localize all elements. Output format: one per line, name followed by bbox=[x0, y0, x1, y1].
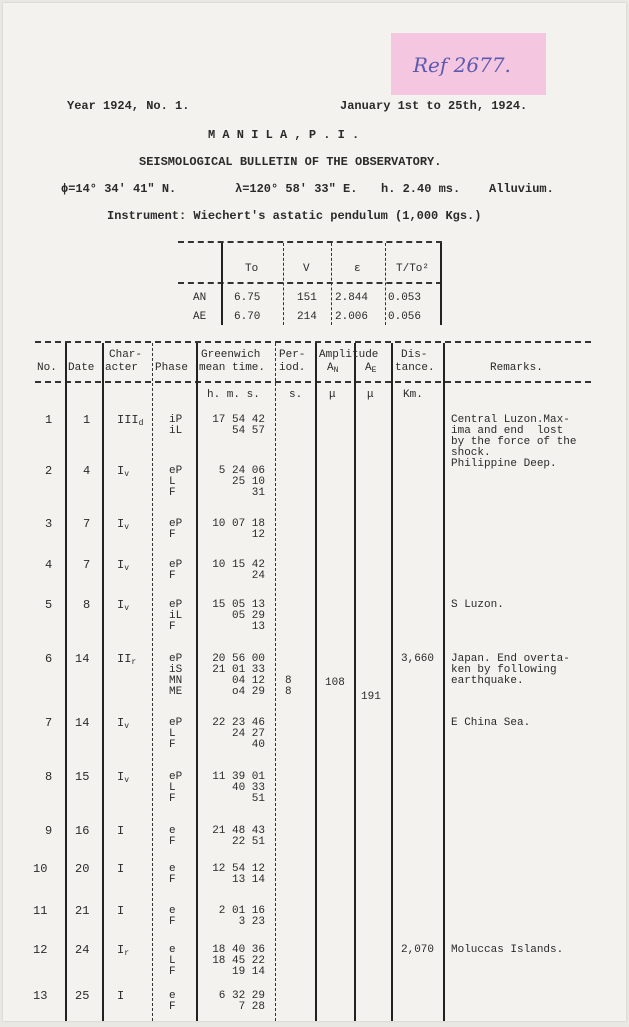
constants-vline bbox=[221, 243, 223, 325]
row-number: 13 bbox=[33, 989, 48, 1003]
header-remarks: Remarks. bbox=[490, 362, 543, 374]
row-phase: iP bbox=[169, 414, 183, 426]
row-phase: L bbox=[169, 782, 176, 794]
row-phase: e bbox=[169, 990, 176, 1002]
row-date: 15 bbox=[75, 770, 90, 784]
row-remark: ken by following bbox=[451, 664, 557, 676]
row-time: 6 32 29 bbox=[218, 990, 266, 1002]
row-phase: e bbox=[169, 944, 176, 956]
row-time: 21 01 33 bbox=[212, 664, 265, 676]
row-date: 25 bbox=[75, 989, 90, 1003]
row-number: 2 bbox=[45, 464, 53, 478]
constants-component: AE bbox=[193, 311, 207, 323]
row-remark: Philippine Deep. bbox=[451, 458, 557, 470]
row-phase: eP bbox=[169, 518, 183, 530]
unit-time: h. m. s. bbox=[207, 389, 260, 401]
table-column-line bbox=[354, 343, 356, 1021]
header-distance-2: tance. bbox=[395, 362, 435, 374]
row-character: $I_v$ bbox=[117, 517, 130, 532]
row-time: 05 29 bbox=[232, 610, 266, 622]
row-date: 7 bbox=[83, 558, 91, 572]
header-mean-time: mean time. bbox=[199, 362, 266, 374]
row-number: 3 bbox=[45, 517, 53, 531]
constants-vline bbox=[385, 243, 386, 325]
unit-period: s. bbox=[289, 389, 303, 401]
row-character: I bbox=[117, 862, 125, 876]
reference-note: Ref 2677. bbox=[413, 53, 511, 77]
header-greenwich: Greenwich bbox=[201, 349, 261, 361]
header-amplitude: Amplitude bbox=[319, 349, 379, 361]
constants-ratio-value: 0.053 bbox=[388, 292, 422, 304]
row-time: 13 14 bbox=[232, 874, 266, 886]
row-phase: MN bbox=[169, 675, 183, 687]
row-time: 51 bbox=[251, 793, 265, 805]
row-character: $II_r$ bbox=[117, 652, 137, 667]
constants-v-value: 214 bbox=[297, 311, 317, 323]
table-column-line bbox=[275, 343, 276, 1021]
row-phase: F bbox=[169, 1001, 176, 1013]
city-heading: M A N I L A , P . I . bbox=[208, 128, 360, 142]
row-phase: F bbox=[169, 916, 176, 928]
row-character: $I_v$ bbox=[117, 598, 130, 613]
row-phase: eP bbox=[169, 599, 183, 611]
row-amp-ae: 191 bbox=[361, 691, 381, 703]
row-date: 21 bbox=[75, 904, 90, 918]
row-time: 15 05 13 bbox=[212, 599, 265, 611]
table-column-line bbox=[152, 343, 153, 1021]
row-period: 8 bbox=[285, 675, 292, 687]
station-height: h. 2.40 ms. bbox=[381, 182, 461, 196]
row-character: I bbox=[117, 989, 125, 1003]
row-phase: e bbox=[169, 825, 176, 837]
row-phase: F bbox=[169, 874, 176, 886]
constants-header-1: V bbox=[303, 263, 310, 275]
row-remark: Central Luzon.Max- bbox=[451, 414, 570, 426]
table-column-line bbox=[443, 343, 445, 1021]
row-time: 3 23 bbox=[238, 916, 265, 928]
constants-vline bbox=[283, 243, 284, 325]
header-distance: Dis- bbox=[401, 349, 428, 361]
row-time: 22 23 46 bbox=[212, 717, 265, 729]
row-phase: F bbox=[169, 570, 176, 582]
date-range: January 1st to 25th, 1924. bbox=[340, 99, 528, 113]
constants-header-0: To bbox=[245, 263, 259, 275]
row-time: 40 bbox=[251, 739, 265, 751]
row-date: 7 bbox=[83, 517, 91, 531]
header-period: Per- bbox=[279, 349, 306, 361]
row-date: 16 bbox=[75, 824, 90, 838]
row-time: 17 54 42 bbox=[212, 414, 265, 426]
row-time: 10 07 18 bbox=[212, 518, 265, 530]
bulletin-title: SEISMOLOGICAL BULLETIN OF THE OBSERVATORY. bbox=[139, 155, 442, 169]
row-time: 40 33 bbox=[232, 782, 266, 794]
header-date: Date bbox=[68, 362, 95, 374]
row-character: $I_v$ bbox=[117, 716, 130, 731]
row-time: 22 51 bbox=[232, 836, 266, 848]
row-amp-an: 108 bbox=[325, 677, 345, 689]
row-phase: iS bbox=[169, 664, 183, 676]
constants-to-value: 6.75 bbox=[234, 292, 261, 304]
constants-header-2: ε bbox=[354, 263, 361, 275]
constants-ratio-value: 0.056 bbox=[388, 311, 422, 323]
row-date: 20 bbox=[75, 862, 90, 876]
constants-v-value: 151 bbox=[297, 292, 317, 304]
row-phase: F bbox=[169, 739, 176, 751]
row-character: $III_d$ bbox=[117, 413, 144, 428]
header-no: No. bbox=[37, 362, 57, 374]
header-character-2: acter bbox=[105, 362, 139, 374]
row-time: 18 40 36 bbox=[212, 944, 265, 956]
row-character: $I_v$ bbox=[117, 558, 130, 573]
row-phase: ME bbox=[169, 686, 183, 698]
row-time: 24 27 bbox=[232, 728, 266, 740]
row-date: 4 bbox=[83, 464, 91, 478]
row-number: 5 bbox=[45, 598, 53, 612]
constants-eps-value: 2.006 bbox=[335, 311, 369, 323]
row-remark: Japan. End overta- bbox=[451, 653, 570, 665]
row-time: 18 45 22 bbox=[212, 955, 265, 967]
unit-an: μ bbox=[329, 389, 336, 401]
row-time: 7 28 bbox=[238, 1001, 265, 1013]
row-time: 20 56 00 bbox=[212, 653, 265, 665]
row-number: 6 bbox=[45, 652, 53, 666]
row-date: 14 bbox=[75, 652, 90, 666]
table-column-line bbox=[65, 343, 67, 1021]
row-character: $I_v$ bbox=[117, 770, 130, 785]
row-phase: F bbox=[169, 621, 176, 633]
row-number: 1 bbox=[45, 413, 53, 427]
row-phase: iL bbox=[169, 610, 183, 622]
row-time: 12 bbox=[251, 529, 265, 541]
row-remark: ima and end lost bbox=[451, 425, 564, 437]
row-number: 4 bbox=[45, 558, 53, 572]
constants-header-3: T/To² bbox=[396, 263, 430, 275]
row-remark: by the force of the bbox=[451, 436, 577, 448]
row-phase: F bbox=[169, 793, 176, 805]
table-column-line bbox=[196, 343, 198, 1021]
row-date: 24 bbox=[75, 943, 90, 957]
row-time: 2 01 16 bbox=[218, 905, 266, 917]
row-phase: F bbox=[169, 487, 176, 499]
row-phase: F bbox=[169, 529, 176, 541]
row-number: 7 bbox=[45, 716, 53, 730]
longitude: λ=120° 58' 33" E. bbox=[235, 182, 358, 196]
row-remark: Moluccas Islands. bbox=[451, 944, 564, 956]
row-date: 14 bbox=[75, 716, 90, 730]
row-time: 54 57 bbox=[232, 425, 266, 437]
constants-top-rule bbox=[178, 241, 442, 243]
row-remark: E China Sea. bbox=[451, 717, 531, 729]
row-number: 8 bbox=[45, 770, 53, 784]
ground-type: Alluvium. bbox=[489, 182, 554, 196]
latitude: ϕ=14° 34' 41" N. bbox=[61, 182, 177, 196]
row-phase: F bbox=[169, 966, 176, 978]
row-character: $I_r$ bbox=[117, 943, 130, 958]
row-time: 13 bbox=[251, 621, 265, 633]
row-time: o4 29 bbox=[232, 686, 266, 698]
instrument-line: Instrument: Wiechert's astatic pendulum (1,000 Kgs.) bbox=[107, 209, 482, 223]
year-number: Year 1924, No. 1. bbox=[67, 99, 190, 113]
header-amp-ae: $A_E$ bbox=[365, 362, 377, 375]
row-date: 1 bbox=[83, 413, 91, 427]
row-phase: L bbox=[169, 476, 176, 488]
table-top-rule bbox=[35, 341, 591, 343]
row-time: 19 14 bbox=[232, 966, 266, 978]
row-remark: S Luzon. bbox=[451, 599, 504, 611]
row-number: 11 bbox=[33, 904, 48, 918]
row-phase: L bbox=[169, 728, 176, 740]
row-time: 5 24 06 bbox=[218, 465, 266, 477]
table-column-line bbox=[315, 343, 317, 1021]
row-phase: e bbox=[169, 905, 176, 917]
row-number: 10 bbox=[33, 862, 48, 876]
row-distance: 3,660 bbox=[401, 653, 435, 665]
header-amp-an: $A_N$ bbox=[327, 362, 339, 375]
table-header-rule bbox=[35, 381, 591, 383]
header-phase: Phase bbox=[155, 362, 189, 374]
unit-ae: μ bbox=[367, 389, 374, 401]
header-period-2: iod. bbox=[279, 362, 306, 374]
row-phase: eP bbox=[169, 771, 183, 783]
constants-vline bbox=[331, 243, 332, 325]
constants-component: AN bbox=[193, 292, 207, 304]
row-phase: eP bbox=[169, 465, 183, 477]
row-period: 8 bbox=[285, 686, 292, 698]
row-phase: eP bbox=[169, 559, 183, 571]
row-phase: L bbox=[169, 955, 176, 967]
constants-eps-value: 2.844 bbox=[335, 292, 369, 304]
row-character: I bbox=[117, 904, 125, 918]
row-character: I bbox=[117, 824, 125, 838]
row-time: 24 bbox=[251, 570, 265, 582]
row-phase: F bbox=[169, 836, 176, 848]
constants-to-value: 6.70 bbox=[234, 311, 261, 323]
table-column-line bbox=[391, 343, 393, 1021]
constants-vline bbox=[440, 243, 442, 325]
row-distance: 2,070 bbox=[401, 944, 435, 956]
row-time: 31 bbox=[251, 487, 265, 499]
row-remark: earthquake. bbox=[451, 675, 524, 687]
row-time: 10 15 42 bbox=[212, 559, 265, 571]
row-time: 11 39 01 bbox=[212, 771, 265, 783]
row-character: $I_v$ bbox=[117, 464, 130, 479]
row-number: 12 bbox=[33, 943, 48, 957]
row-time: 21 48 43 bbox=[212, 825, 265, 837]
row-date: 8 bbox=[83, 598, 91, 612]
header-character: Char- bbox=[109, 349, 143, 361]
row-time: 04 12 bbox=[232, 675, 266, 687]
bulletin-page bbox=[3, 3, 626, 1021]
constants-header-rule bbox=[178, 282, 442, 284]
row-time: 12 54 12 bbox=[212, 863, 265, 875]
row-phase: e bbox=[169, 863, 176, 875]
row-time: 25 10 bbox=[232, 476, 266, 488]
row-phase: eP bbox=[169, 717, 183, 729]
unit-distance: Km. bbox=[403, 389, 423, 401]
row-phase: eP bbox=[169, 653, 183, 665]
row-phase: iL bbox=[169, 425, 183, 437]
row-remark: shock. bbox=[451, 447, 491, 459]
table-column-line bbox=[102, 343, 104, 1021]
row-number: 9 bbox=[45, 824, 53, 838]
